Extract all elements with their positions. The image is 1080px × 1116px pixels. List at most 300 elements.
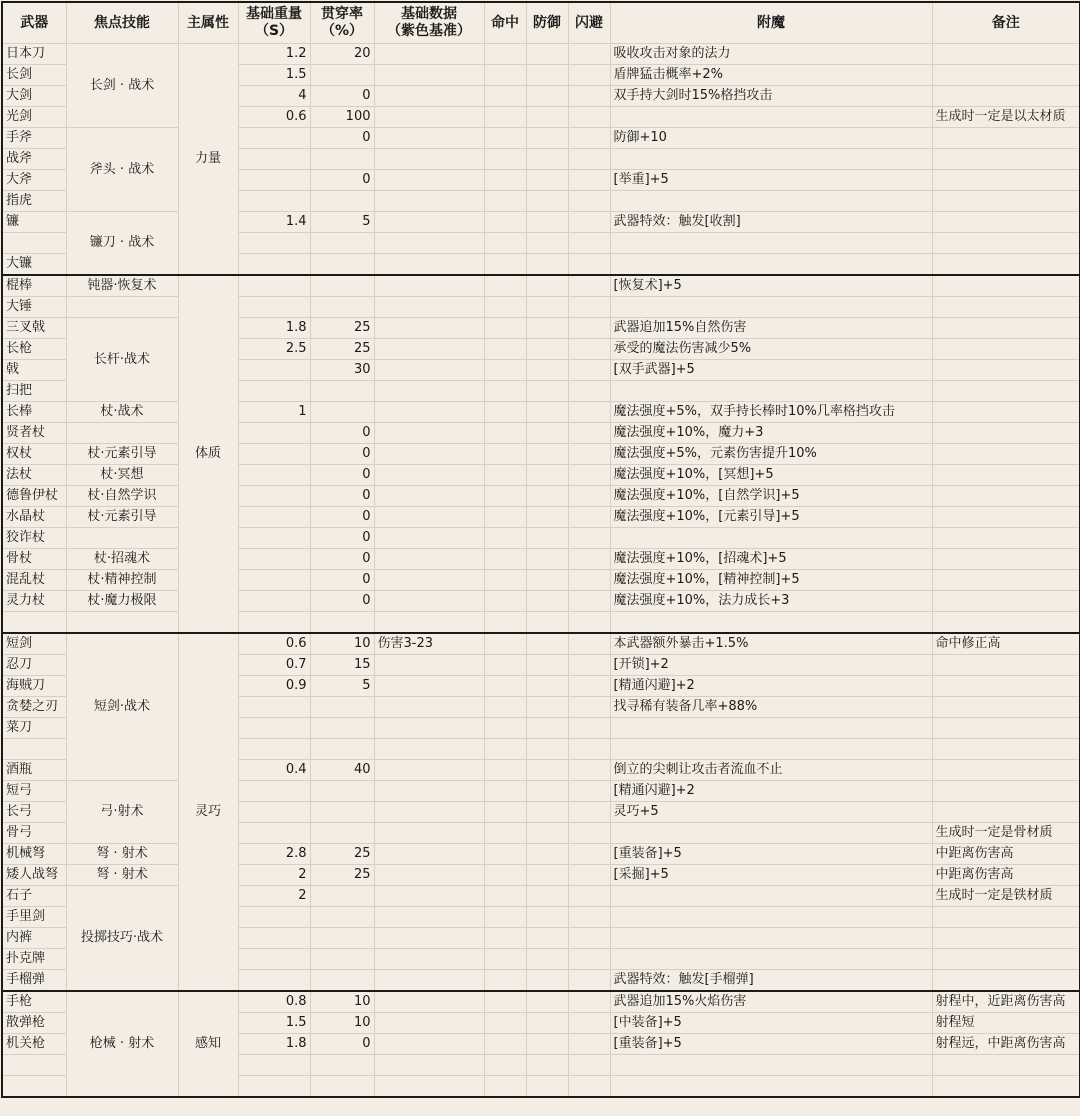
hit-cell: [484, 507, 526, 528]
weapon-name-cell: 骨弓: [2, 823, 66, 844]
evasion-cell: [568, 760, 610, 781]
defense-cell: [526, 549, 568, 570]
evasion-cell: [568, 528, 610, 549]
enchant-cell: [610, 1055, 932, 1076]
base-weight-cell: [238, 360, 310, 381]
enchant-cell: 魔法强度+10%，法力成长+3: [610, 591, 932, 612]
defense-cell: [526, 212, 568, 233]
base-data-cell: [374, 907, 484, 928]
notes-cell: 命中修正高: [932, 633, 1080, 655]
base-data-cell: [374, 318, 484, 339]
base-weight-cell: 0.6: [238, 633, 310, 655]
penetration-cell: 5: [310, 212, 374, 233]
base-data-cell: [374, 886, 484, 907]
enchant-cell: 魔法强度+5%，双手持长棒时10%几率格挡攻击: [610, 402, 932, 423]
base-weight-cell: 0.7: [238, 655, 310, 676]
weapon-name-cell: 棍棒: [2, 275, 66, 297]
penetration-cell: [310, 886, 374, 907]
base-data-cell: 伤害3-23: [374, 633, 484, 655]
evasion-cell: [568, 86, 610, 107]
base-weight-cell: [238, 928, 310, 949]
base-data-cell: [374, 170, 484, 191]
base-data-cell: [374, 423, 484, 444]
hit-cell: [484, 44, 526, 65]
hit-cell: [484, 1076, 526, 1098]
penetration-cell: 25: [310, 318, 374, 339]
hit-cell: [484, 844, 526, 865]
enchant-cell: 双手持大剑时15%格挡攻击: [610, 86, 932, 107]
defense-cell: [526, 275, 568, 297]
notes-cell: [932, 612, 1080, 634]
defense-cell: [526, 907, 568, 928]
notes-cell: [932, 44, 1080, 65]
evasion-cell: [568, 865, 610, 886]
weapon-name-cell: 长枪: [2, 339, 66, 360]
evasion-cell: [568, 718, 610, 739]
defense-cell: [526, 360, 568, 381]
notes-cell: [932, 65, 1080, 86]
enchant-cell: [精通闪避]+2: [610, 781, 932, 802]
base-data-cell: [374, 233, 484, 254]
hit-cell: [484, 233, 526, 254]
base-weight-cell: 2: [238, 865, 310, 886]
evasion-cell: [568, 991, 610, 1013]
base-data-cell: [374, 697, 484, 718]
focus-skill-cell: [66, 528, 178, 549]
header-defense: 防御: [526, 2, 568, 44]
weapon-name-cell: 狡诈杖: [2, 528, 66, 549]
hit-cell: [484, 107, 526, 128]
notes-cell: [932, 655, 1080, 676]
focus-skill-cell: 杖·元素引导: [66, 444, 178, 465]
table-row: [2, 297, 1080, 318]
enchant-cell: [采掘]+5: [610, 865, 932, 886]
base-data-cell: [374, 781, 484, 802]
focus-skill-cell: 杖·冥想: [66, 465, 178, 486]
main-attr-group: 灵巧: [178, 633, 238, 991]
enchant-cell: [610, 233, 932, 254]
penetration-cell: 10: [310, 633, 374, 655]
penetration-cell: 25: [310, 339, 374, 360]
defense-cell: [526, 297, 568, 318]
penetration-cell: 0: [310, 507, 374, 528]
focus-skill-cell: 杖·招魂术: [66, 549, 178, 570]
base-weight-cell: [238, 423, 310, 444]
header-evasion: 闪避: [568, 2, 610, 44]
base-weight-cell: 1.4: [238, 212, 310, 233]
hit-cell: [484, 928, 526, 949]
notes-cell: [932, 970, 1080, 992]
defense-cell: [526, 612, 568, 634]
enchant-cell: 吸收攻击对象的法力: [610, 44, 932, 65]
base-weight-cell: [238, 191, 310, 212]
base-weight-cell: [238, 949, 310, 970]
enchant-cell: 防御+10: [610, 128, 932, 149]
notes-cell: [932, 360, 1080, 381]
header-base-data: 基础数据 （紫色基准）: [374, 2, 484, 44]
hit-cell: [484, 486, 526, 507]
evasion-cell: [568, 465, 610, 486]
focus-skill-cell: [66, 612, 178, 634]
base-weight-cell: 2.8: [238, 844, 310, 865]
penetration-cell: [310, 402, 374, 423]
defense-cell: [526, 865, 568, 886]
enchant-cell: 武器特效：触发[收割]: [610, 212, 932, 233]
weapon-table: [1, 1, 1080, 1098]
weapon-name-cell: 指虎: [2, 191, 66, 212]
notes-cell: [932, 233, 1080, 254]
hit-cell: [484, 865, 526, 886]
base-weight-cell: [238, 802, 310, 823]
evasion-cell: [568, 907, 610, 928]
base-weight-cell: 0.9: [238, 676, 310, 697]
base-data-cell: [374, 44, 484, 65]
penetration-cell: 0: [310, 1034, 374, 1055]
base-weight-cell: 1: [238, 402, 310, 423]
base-weight-cell: 1.8: [238, 1034, 310, 1055]
notes-cell: 生成时一定是铁材质: [932, 886, 1080, 907]
penetration-cell: [310, 275, 374, 297]
hit-cell: [484, 718, 526, 739]
base-data-cell: [374, 570, 484, 591]
hit-cell: [484, 1055, 526, 1076]
base-data-cell: [374, 823, 484, 844]
base-weight-cell: [238, 570, 310, 591]
hit-cell: [484, 655, 526, 676]
enchant-cell: 魔法强度+10%，魔力+3: [610, 423, 932, 444]
notes-cell: [932, 191, 1080, 212]
table-row: [2, 612, 1080, 634]
evasion-cell: [568, 570, 610, 591]
notes-cell: [932, 1055, 1080, 1076]
base-data-cell: [374, 381, 484, 402]
focus-skill-cell: 杖·元素引导: [66, 507, 178, 528]
weapon-name-cell: 菜刀: [2, 718, 66, 739]
focus-skill-group: 弓·射术: [66, 781, 178, 844]
defense-cell: [526, 402, 568, 423]
header-main-attr: 主属性: [178, 2, 238, 44]
penetration-cell: [310, 928, 374, 949]
focus-skill-cell: 杖·战术: [66, 402, 178, 423]
evasion-cell: [568, 1034, 610, 1055]
base-weight-cell: [238, 1076, 310, 1098]
penetration-cell: 0: [310, 444, 374, 465]
enchant-cell: [610, 381, 932, 402]
weapon-name-cell: [2, 612, 66, 634]
enchant-cell: [610, 907, 932, 928]
notes-cell: [932, 676, 1080, 697]
base-data-cell: [374, 128, 484, 149]
evasion-cell: [568, 381, 610, 402]
enchant-cell: 武器追加15%火焰伤害: [610, 991, 932, 1013]
base-data-cell: [374, 655, 484, 676]
penetration-cell: [310, 697, 374, 718]
hit-cell: [484, 760, 526, 781]
notes-cell: [932, 949, 1080, 970]
penetration-cell: [310, 612, 374, 634]
table-row: [2, 591, 1080, 612]
base-data-cell: [374, 402, 484, 423]
table-row: [2, 507, 1080, 528]
weapon-name-cell: [2, 739, 66, 760]
base-data-cell: [374, 760, 484, 781]
penetration-cell: 10: [310, 991, 374, 1013]
hit-cell: [484, 949, 526, 970]
notes-cell: [932, 254, 1080, 276]
table-row: [2, 44, 1080, 65]
weapon-name-cell: 大锤: [2, 297, 66, 318]
defense-cell: [526, 570, 568, 591]
enchant-cell: [中装备]+5: [610, 1013, 932, 1034]
main-attr-group: 体质: [178, 275, 238, 633]
focus-skill-group: 长剑 · 战术: [66, 44, 178, 128]
weapon-name-cell: 机械弩: [2, 844, 66, 865]
base-data-cell: [374, 718, 484, 739]
base-data-cell: [374, 1055, 484, 1076]
enchant-cell: [双手武器]+5: [610, 360, 932, 381]
hit-cell: [484, 1034, 526, 1055]
defense-cell: [526, 149, 568, 170]
penetration-cell: 0: [310, 549, 374, 570]
focus-skill-cell: [66, 423, 178, 444]
penetration-cell: [310, 1076, 374, 1098]
hit-cell: [484, 318, 526, 339]
defense-cell: [526, 1013, 568, 1034]
table-row: [2, 275, 1080, 297]
table-row: [2, 549, 1080, 570]
evasion-cell: [568, 739, 610, 760]
focus-skill-cell: 钝器·恢复术: [66, 275, 178, 297]
evasion-cell: [568, 676, 610, 697]
enchant-cell: [610, 528, 932, 549]
evasion-cell: [568, 254, 610, 276]
base-weight-cell: [238, 823, 310, 844]
penetration-cell: 20: [310, 44, 374, 65]
enchant-cell: [610, 1076, 932, 1098]
weapon-name-cell: 权杖: [2, 444, 66, 465]
defense-cell: [526, 486, 568, 507]
base-weight-cell: [238, 233, 310, 254]
weapon-name-cell: 战斧: [2, 149, 66, 170]
penetration-cell: [310, 254, 374, 276]
defense-cell: [526, 65, 568, 86]
hit-cell: [484, 65, 526, 86]
evasion-cell: [568, 1013, 610, 1034]
enchant-cell: 找寻稀有装备几率+88%: [610, 697, 932, 718]
enchant-cell: 武器追加15%自然伤害: [610, 318, 932, 339]
notes-cell: [932, 591, 1080, 612]
weapon-name-cell: 灵力杖: [2, 591, 66, 612]
base-weight-cell: [238, 549, 310, 570]
penetration-cell: 10: [310, 1013, 374, 1034]
notes-cell: 中距离伤害高: [932, 844, 1080, 865]
defense-cell: [526, 655, 568, 676]
base-weight-cell: 1.8: [238, 318, 310, 339]
hit-cell: [484, 360, 526, 381]
base-weight-cell: [238, 612, 310, 634]
focus-skill-cell: 杖·魔力极限: [66, 591, 178, 612]
defense-cell: [526, 802, 568, 823]
hit-cell: [484, 907, 526, 928]
table-row: [2, 991, 1080, 1013]
enchant-cell: [开锁]+2: [610, 655, 932, 676]
weapon-name-cell: 短剑: [2, 633, 66, 655]
weapon-name-cell: 手里剑: [2, 907, 66, 928]
defense-cell: [526, 318, 568, 339]
evasion-cell: [568, 360, 610, 381]
enchant-cell: 魔法强度+10%，[自然学识]+5: [610, 486, 932, 507]
evasion-cell: [568, 823, 610, 844]
base-weight-cell: 0.6: [238, 107, 310, 128]
table-row: [2, 486, 1080, 507]
base-data-cell: [374, 107, 484, 128]
defense-cell: [526, 718, 568, 739]
base-data-cell: [374, 465, 484, 486]
hit-cell: [484, 339, 526, 360]
defense-cell: [526, 507, 568, 528]
enchant-cell: 魔法强度+10%，[元素引导]+5: [610, 507, 932, 528]
base-data-cell: [374, 1076, 484, 1098]
defense-cell: [526, 107, 568, 128]
base-data-cell: [374, 339, 484, 360]
weapon-name-cell: 手斧: [2, 128, 66, 149]
base-data-cell: [374, 444, 484, 465]
enchant-cell: [610, 823, 932, 844]
penetration-cell: 100: [310, 107, 374, 128]
weapon-name-cell: 忍刀: [2, 655, 66, 676]
evasion-cell: [568, 549, 610, 570]
enchant-cell: [610, 612, 932, 634]
base-data-cell: [374, 844, 484, 865]
defense-cell: [526, 970, 568, 992]
hit-cell: [484, 633, 526, 655]
evasion-cell: [568, 844, 610, 865]
penetration-cell: 40: [310, 760, 374, 781]
hit-cell: [484, 149, 526, 170]
enchant-cell: [重装备]+5: [610, 1034, 932, 1055]
defense-cell: [526, 528, 568, 549]
hit-cell: [484, 381, 526, 402]
enchant-cell: [610, 739, 932, 760]
enchant-cell: [610, 949, 932, 970]
penetration-cell: [310, 802, 374, 823]
enchant-cell: 魔法强度+10%，[招魂术]+5: [610, 549, 932, 570]
defense-cell: [526, 781, 568, 802]
base-data-cell: [374, 297, 484, 318]
base-weight-cell: [238, 718, 310, 739]
base-weight-cell: 4: [238, 86, 310, 107]
hit-cell: [484, 128, 526, 149]
focus-skill-cell: [66, 297, 178, 318]
weapon-name-cell: 德鲁伊杖: [2, 486, 66, 507]
base-weight-cell: 2.5: [238, 339, 310, 360]
weapon-name-cell: 酒瓶: [2, 760, 66, 781]
evasion-cell: [568, 1076, 610, 1098]
evasion-cell: [568, 212, 610, 233]
focus-skill-cell: 弩 · 射术: [66, 865, 178, 886]
header-weapon: 武器: [2, 2, 66, 44]
hit-cell: [484, 991, 526, 1013]
base-data-cell: [374, 802, 484, 823]
base-weight-cell: [238, 170, 310, 191]
penetration-cell: 30: [310, 360, 374, 381]
penetration-cell: 0: [310, 591, 374, 612]
base-weight-cell: 0.8: [238, 991, 310, 1013]
focus-skill-group: 枪械 · 射术: [66, 991, 178, 1097]
defense-cell: [526, 423, 568, 444]
penetration-cell: [310, 297, 374, 318]
base-weight-cell: [238, 697, 310, 718]
hit-cell: [484, 802, 526, 823]
notes-cell: [932, 339, 1080, 360]
base-weight-cell: [238, 254, 310, 276]
base-weight-cell: [238, 739, 310, 760]
base-weight-cell: [238, 465, 310, 486]
notes-cell: 射程远，中距离伤害高: [932, 1034, 1080, 1055]
weapon-name-cell: 手榴弹: [2, 970, 66, 992]
table-row: [2, 128, 1080, 149]
defense-cell: [526, 633, 568, 655]
hit-cell: [484, 570, 526, 591]
hit-cell: [484, 444, 526, 465]
notes-cell: [932, 907, 1080, 928]
base-data-cell: [374, 928, 484, 949]
base-data-cell: [374, 86, 484, 107]
table-row: [2, 570, 1080, 591]
hit-cell: [484, 212, 526, 233]
evasion-cell: [568, 928, 610, 949]
hit-cell: [484, 170, 526, 191]
penetration-cell: [310, 907, 374, 928]
header-penetration: 贯穿率 （%）: [310, 2, 374, 44]
base-data-cell: [374, 486, 484, 507]
defense-cell: [526, 465, 568, 486]
focus-skill-cell: 杖·精神控制: [66, 570, 178, 591]
notes-cell: [932, 549, 1080, 570]
base-weight-cell: [238, 381, 310, 402]
enchant-cell: 盾牌猛击概率+2%: [610, 65, 932, 86]
base-data-cell: [374, 1013, 484, 1034]
hit-cell: [484, 676, 526, 697]
base-weight-cell: [238, 444, 310, 465]
focus-skill-group: 镰刀 · 战术: [66, 212, 178, 276]
weapon-name-cell: 混乱杖: [2, 570, 66, 591]
penetration-cell: [310, 233, 374, 254]
penetration-cell: [310, 781, 374, 802]
notes-cell: 射程中，近距离伤害高: [932, 991, 1080, 1013]
table-row: [2, 886, 1080, 907]
base-weight-cell: 0.4: [238, 760, 310, 781]
weapon-name-cell: 大剑: [2, 86, 66, 107]
hit-cell: [484, 297, 526, 318]
enchant-cell: 倒立的尖刺让攻击者流血不止: [610, 760, 932, 781]
defense-cell: [526, 1076, 568, 1098]
weapon-name-cell: [2, 233, 66, 254]
hit-cell: [484, 970, 526, 992]
base-data-cell: [374, 254, 484, 276]
weapon-name-cell: 长弓: [2, 802, 66, 823]
table-row: [2, 633, 1080, 655]
hit-cell: [484, 86, 526, 107]
table-row: [2, 444, 1080, 465]
base-weight-cell: 1.5: [238, 1013, 310, 1034]
evasion-cell: [568, 1055, 610, 1076]
base-weight-cell: [238, 275, 310, 297]
focus-skill-group: 短剑·战术: [66, 633, 178, 781]
notes-cell: 中距离伤害高: [932, 865, 1080, 886]
evasion-cell: [568, 233, 610, 254]
notes-cell: [932, 275, 1080, 297]
